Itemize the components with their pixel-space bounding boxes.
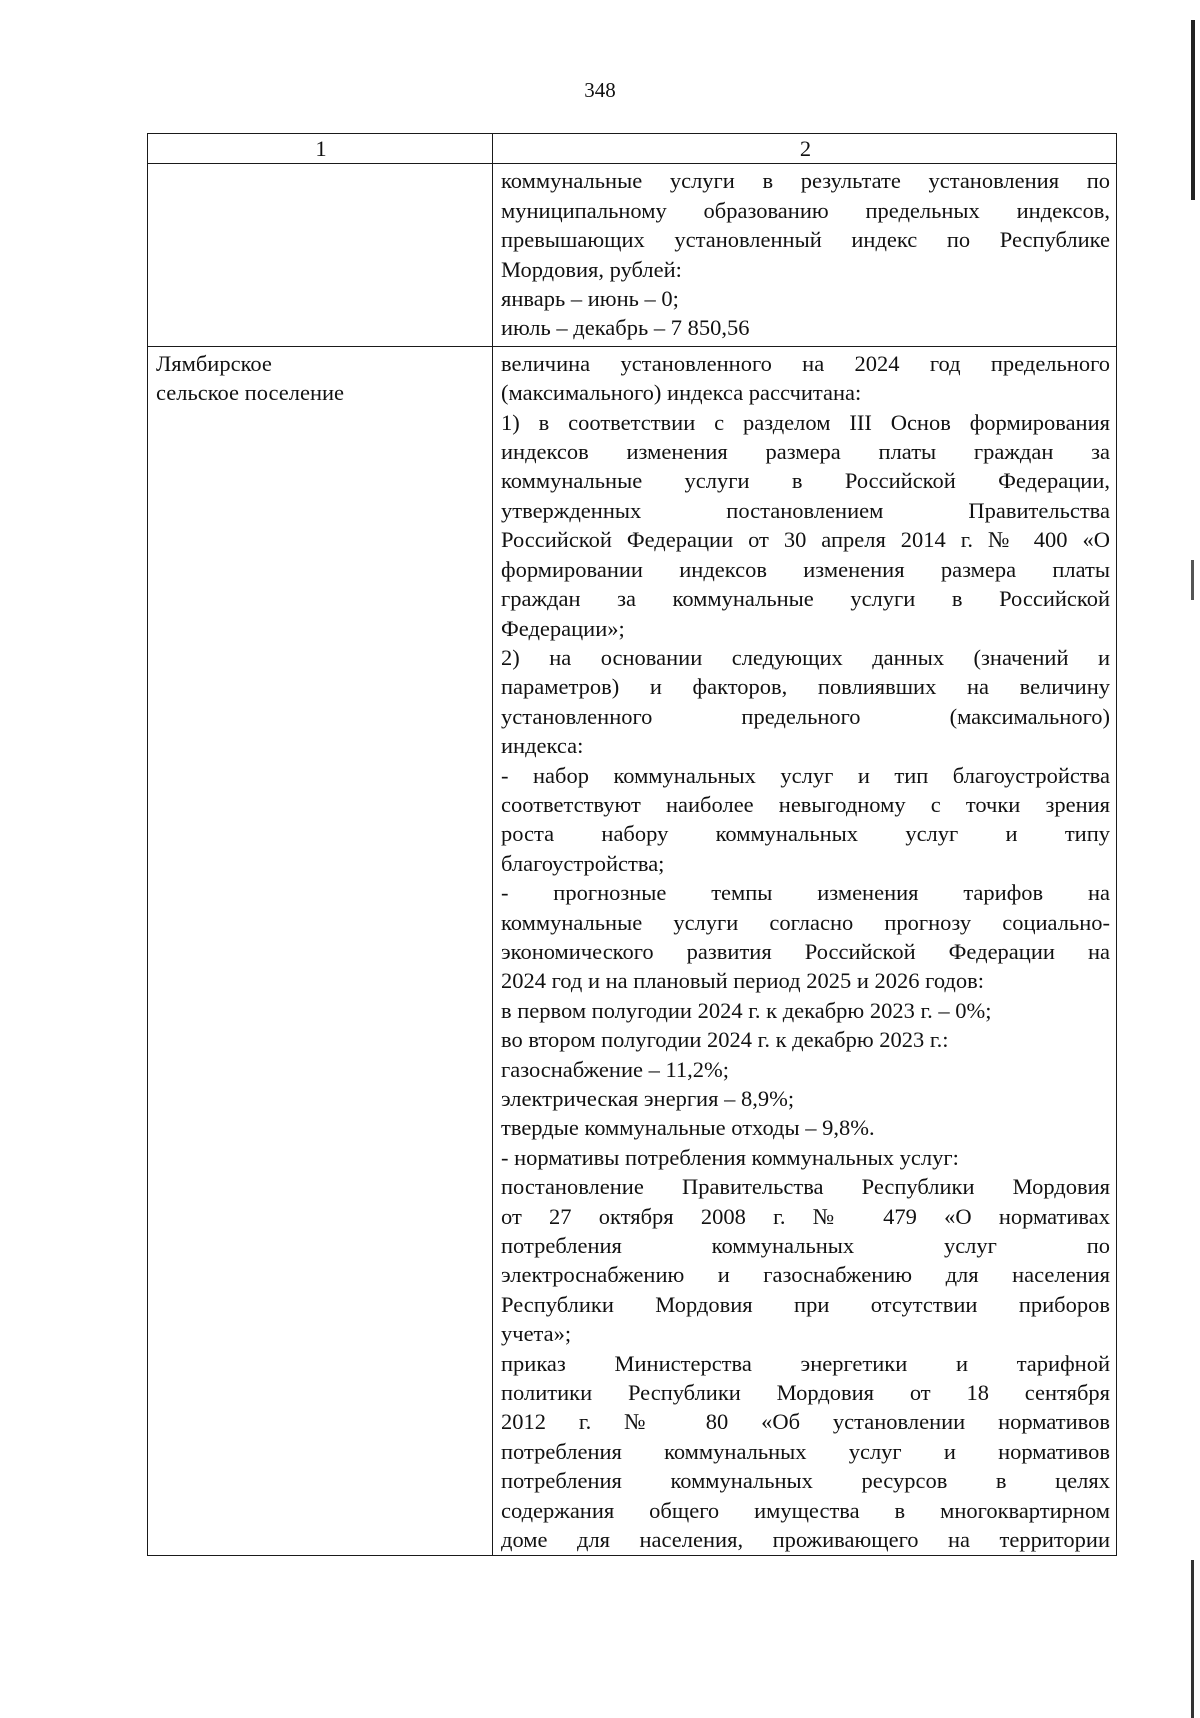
text-line: Федерации»; <box>501 615 625 641</box>
column-header-2: 2 <box>493 134 1117 164</box>
scan-edge-mark <box>1191 1560 1194 1718</box>
text-line: экономического развития Российской Федерации на <box>501 938 1110 964</box>
text-line: 2) на основании следующих данных (значений и <box>501 644 1110 670</box>
text-line: параметров) и факторов, повлиявших на величину <box>501 674 1110 700</box>
text-line: величина установленного на 2024 год предельного <box>501 350 1110 376</box>
column-header-1: 1 <box>148 134 493 164</box>
text-line: электроснабжению и газоснабжению для населения <box>501 1262 1110 1288</box>
text-line: - набор коммунальных услуг и тип благоустройства <box>501 762 1110 788</box>
text-line: от 27 октября 2008 г. № 479 «О нормативах <box>501 1203 1110 1229</box>
text-line: формировании индексов изменения размера платы <box>501 556 1110 582</box>
text-line: потребления коммунальных услуг по <box>501 1233 1110 1259</box>
text-line: - нормативы потребления коммунальных услуг: <box>501 1144 959 1170</box>
text-line: коммунальные услуги в Российской Федерации, <box>501 468 1110 494</box>
table-row-lyambirskoe <box>148 346 1117 1555</box>
text-line: превышающих установленный индекс по Республике <box>501 227 1110 253</box>
text-line: индекса: <box>501 733 584 759</box>
text-line: во втором полугодии 2024 г. к декабрю 2023 г.: <box>501 1027 949 1053</box>
text-line: муниципальному образованию предельных индексов, <box>501 197 1110 223</box>
text-line: январь – июнь – 0; <box>501 286 679 312</box>
text-line: приказ Министерства энергетики и тарифной <box>501 1350 1110 1376</box>
text-line: 1) в соответствии с разделом III Основ формирования <box>501 409 1110 435</box>
text-line: благоустройства; <box>501 850 665 876</box>
table-header-row <box>148 134 1117 164</box>
text-line: индексов изменения размера платы граждан за <box>501 439 1110 465</box>
continuation-left-cell <box>148 164 493 346</box>
text-line: политики Республики Мордовия от 18 сентября <box>501 1380 1110 1406</box>
settlement-name-cell <box>148 346 493 1555</box>
text-line: утвержденных постановлением Правительства <box>501 497 1110 523</box>
text-line: в первом полугодии 2024 г. к декабрю 2023 г. – 0%; <box>501 997 992 1023</box>
text-line: коммунальные услуги в результате установления по <box>501 168 1110 194</box>
text-line: - прогнозные темпы изменения тарифов на <box>501 880 1110 906</box>
text-line: постановление Правительства Республики Мордовия <box>501 1174 1110 1200</box>
text-line: содержания общего имущества в многоквартирном <box>501 1497 1110 1523</box>
text-line: (максимального) индекса рассчитана: <box>501 380 862 406</box>
text-line: Российской Федерации от 30 апреля 2014 г. № 400 «О <box>501 527 1110 553</box>
settlement-name-line: сельское поселение <box>156 380 345 406</box>
text-line: доме для населения, проживающего на территории <box>501 1527 1110 1553</box>
text-line: твердые коммунальные отходы – 9,8%. <box>501 1115 875 1141</box>
text-line: потребления коммунальных услуг и нормативов <box>501 1438 1110 1464</box>
text-line: учета»; <box>501 1321 572 1347</box>
table-row-continuation <box>148 164 1117 346</box>
document-table <box>147 133 1117 1556</box>
text-line: роста набору коммунальных услуг и типу <box>501 821 1110 847</box>
text-line: 2024 год и на плановый период 2025 и 2026 годов: <box>501 968 984 994</box>
text-line: газоснабжение – 11,2%; <box>501 1056 730 1082</box>
text-line: установленного предельного (максимального) <box>501 703 1110 729</box>
scan-edge-mark <box>1191 20 1195 200</box>
text-line: потребления коммунальных ресурсов в целях <box>501 1468 1110 1494</box>
page-number: 348 <box>584 78 616 102</box>
text-line: электрическая энергия – 8,9%; <box>501 1086 795 1111</box>
continuation-right-cell <box>493 164 1117 346</box>
text-line: Мордовия, рублей: <box>501 256 682 282</box>
text-line: Республики Мордовия при отсутствии приборов <box>501 1291 1110 1317</box>
settlement-name-line: Лямбирское <box>156 350 272 376</box>
text-line: коммунальные услуги согласно прогнозу социально- <box>501 909 1110 935</box>
text-line: июль – декабрь – 7 850,56 <box>501 315 750 341</box>
scan-edge-mark <box>1191 560 1194 600</box>
text-line: соответствуют наиболее невыгодному с точки зрения <box>501 791 1110 817</box>
text-line: 2012 г. № 80 «Об установлении нормативов <box>501 1409 1110 1435</box>
text-line: граждан за коммунальные услуги в Российской <box>501 586 1110 612</box>
index-description-cell <box>493 346 1117 1555</box>
